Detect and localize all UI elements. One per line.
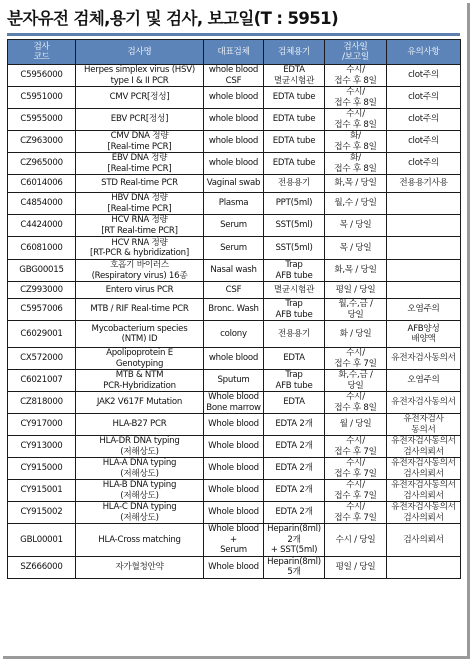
cell-schedule: 월 / 당일 <box>325 414 387 436</box>
cell-schedule: 화,목 / 당일 <box>325 260 387 282</box>
cell-schedule: 목 / 당일 <box>325 215 387 237</box>
cell-test-name: HLA-C DNA typing (저해상도) <box>76 502 204 524</box>
cell-note: 전용용기사용 <box>387 175 461 193</box>
cell-container: PPT(5ml) <box>264 193 325 215</box>
cell-container: 전용용기 <box>264 175 325 193</box>
cell-container: Trap AFB tube <box>264 260 325 282</box>
cell-test-code: C5951000 <box>8 87 76 109</box>
cell-schedule: 수시/ 접수 후 7일 <box>325 436 387 458</box>
cell-note <box>387 215 461 237</box>
cell-container: EDTA 2개 <box>264 480 325 502</box>
cell-schedule: 수시/ 접수 후 7일 <box>325 348 387 370</box>
cell-test-code: C5957006 <box>8 299 76 321</box>
table-row <box>8 321 461 348</box>
cell-specimen: Serum <box>204 237 264 260</box>
cell-note: 유전자검사 동의서 <box>387 414 461 436</box>
cell-test-code: CZ818000 <box>8 392 76 414</box>
cell-test-code: C6021007 <box>8 370 76 392</box>
table-row <box>8 153 461 175</box>
title-underline <box>7 33 460 36</box>
cell-test-code: CY915002 <box>8 502 76 524</box>
test-table <box>7 39 461 579</box>
cell-test-name: CMV PCR[정성] <box>76 87 204 109</box>
cell-test-code: CZ993000 <box>8 282 76 299</box>
header-col-container: 검체용기 <box>264 40 325 65</box>
cell-specimen: Whole blood <box>204 458 264 480</box>
table-row <box>8 436 461 458</box>
cell-test-code: C5955000 <box>8 109 76 131</box>
cell-container: EDTA <box>264 348 325 370</box>
cell-note: clot주의 <box>387 65 461 87</box>
cell-note <box>387 556 461 578</box>
cell-specimen: whole blood <box>204 131 264 153</box>
cell-container: 멸균시험관 <box>264 282 325 299</box>
cell-test-name: HLA-B DNA typing (저해상도) <box>76 480 204 502</box>
cell-test-code: CY917000 <box>8 414 76 436</box>
cell-container: EDTA <box>264 392 325 414</box>
cell-specimen: Plasma <box>204 193 264 215</box>
cell-container: EDTA 2개 <box>264 458 325 480</box>
cell-test-code: SZ666000 <box>8 556 76 578</box>
cell-test-code: C4854000 <box>8 193 76 215</box>
cell-test-name: HLA-A DNA typing (저해상도) <box>76 458 204 480</box>
table-row <box>8 348 461 370</box>
cell-note <box>387 237 461 260</box>
cell-note: 유전자검사동의서 검사의뢰서 <box>387 436 461 458</box>
cell-schedule: 평일 / 당일 <box>325 282 387 299</box>
cell-test-name: HLA-DR DNA typing (저해상도) <box>76 436 204 458</box>
cell-note: clot주의 <box>387 87 461 109</box>
cell-note: 유전자검사동의서 <box>387 392 461 414</box>
cell-specimen: Whole blood <box>204 502 264 524</box>
cell-container: EDTA 2개 <box>264 414 325 436</box>
cell-test-code: CY915001 <box>8 480 76 502</box>
cell-note: AFB양성 배양액 <box>387 321 461 348</box>
cell-specimen: Whole blood Bone marrow <box>204 392 264 414</box>
cell-container: SST(5ml) <box>264 237 325 260</box>
cell-specimen: whole blood CSF <box>204 65 264 87</box>
cell-schedule: 월,수,금 / 당일 <box>325 299 387 321</box>
cell-specimen: Whole blood <box>204 436 264 458</box>
table-row <box>8 414 461 436</box>
cell-note: 유전자검사동의서 검사의뢰서 <box>387 458 461 480</box>
table-row <box>8 131 461 153</box>
cell-note: 오염주의 <box>387 299 461 321</box>
cell-test-name: 자가혈청안약 <box>76 556 204 578</box>
cell-container: Heparin(8ml) 2개 + SST(5ml) <box>264 524 325 557</box>
cell-schedule: 평일 / 당일 <box>325 556 387 578</box>
cell-specimen: Nasal wash <box>204 260 264 282</box>
cell-schedule: 수시/ 접수 후 7일 <box>325 458 387 480</box>
cell-schedule: 화/ 접수 후 8일 <box>325 153 387 175</box>
cell-schedule: 목 / 당일 <box>325 237 387 260</box>
cell-container: EDTA 멸균시험관 <box>264 65 325 87</box>
cell-test-code: CY913000 <box>8 436 76 458</box>
cell-container: Heparin(8ml) 5개 <box>264 556 325 578</box>
cell-container: Trap AFB tube <box>264 370 325 392</box>
cell-specimen: whole blood <box>204 153 264 175</box>
cell-specimen: Sputum <box>204 370 264 392</box>
cell-note: 오염주의 <box>387 370 461 392</box>
cell-test-code: C6014006 <box>8 175 76 193</box>
cell-specimen: Whole blood <box>204 556 264 578</box>
cell-test-name: EBV PCR[정성] <box>76 109 204 131</box>
cell-test-name: STD Real-time PCR <box>76 175 204 193</box>
cell-test-code: CZ963000 <box>8 131 76 153</box>
cell-schedule: 수시/ 접수 후 7일 <box>325 480 387 502</box>
cell-container: Trap AFB tube <box>264 299 325 321</box>
cell-note <box>387 193 461 215</box>
cell-schedule: 수시/ 접수 후 8일 <box>325 392 387 414</box>
cell-test-code: CY915000 <box>8 458 76 480</box>
cell-note: clot주의 <box>387 109 461 131</box>
table-row <box>8 237 461 260</box>
cell-container: EDTA tube <box>264 153 325 175</box>
cell-test-name: HLA-B27 PCR <box>76 414 204 436</box>
cell-specimen: colony <box>204 321 264 348</box>
cell-note: clot주의 <box>387 153 461 175</box>
cell-schedule: 수시/ 접수 후 8일 <box>325 65 387 87</box>
cell-test-name: Herpes simplex virus (HSV) type I & II PCR <box>76 65 204 87</box>
cell-test-code: C4424000 <box>8 215 76 237</box>
cell-specimen: whole blood <box>204 109 264 131</box>
header-col-note: 유의사항 <box>387 40 461 65</box>
cell-test-name: EBV DNA 정량 [Real-time PCR] <box>76 153 204 175</box>
table-row <box>8 260 461 282</box>
cell-schedule: 화 / 당일 <box>325 321 387 348</box>
cell-test-name: HCV RNA 정량 [RT-PCR & hybridization] <box>76 237 204 260</box>
cell-test-name: MTB / RIF Real-time PCR <box>76 299 204 321</box>
table-row <box>8 524 461 557</box>
header-col-name: 검사명 <box>76 40 204 65</box>
cell-schedule: 수시/ 접수 후 8일 <box>325 109 387 131</box>
cell-test-code: CX572000 <box>8 348 76 370</box>
table-row <box>8 299 461 321</box>
cell-container: EDTA 2개 <box>264 502 325 524</box>
cell-test-name: HCV RNA 정량 [RT Real-time PCR] <box>76 215 204 237</box>
cell-test-name: MTB & NTM PCR-Hybridization <box>76 370 204 392</box>
table-row <box>8 458 461 480</box>
table-row <box>8 65 461 87</box>
cell-specimen: Whole blood <box>204 414 264 436</box>
cell-test-code: C5956000 <box>8 65 76 87</box>
cell-container: EDTA tube <box>264 87 325 109</box>
cell-specimen: Whole blood <box>204 480 264 502</box>
table-row <box>8 175 461 193</box>
cell-specimen: Serum <box>204 215 264 237</box>
cell-note <box>387 260 461 282</box>
cell-schedule: 수시/ 접수 후 7일 <box>325 502 387 524</box>
header-col-code: 검사 코드 <box>8 40 76 65</box>
cell-note: 유전자검사동의서 검사의뢰서 <box>387 480 461 502</box>
cell-test-name: HBV DNA 정량 [Real-time PCR] <box>76 193 204 215</box>
cell-test-code: C6081000 <box>8 237 76 260</box>
table-row <box>8 109 461 131</box>
cell-specimen: whole blood <box>204 87 264 109</box>
cell-test-name: CMV DNA 정량 [Real-time PCR] <box>76 131 204 153</box>
table-row <box>8 87 461 109</box>
cell-specimen: CSF <box>204 282 264 299</box>
table-row <box>8 480 461 502</box>
cell-test-code: GBL00001 <box>8 524 76 557</box>
table-body <box>8 65 461 579</box>
cell-container: 전용용기 <box>264 321 325 348</box>
cell-specimen: Vaginal swab <box>204 175 264 193</box>
cell-schedule: 월,수 / 당일 <box>325 193 387 215</box>
table-row <box>8 392 461 414</box>
cell-schedule: 수시/ 접수 후 8일 <box>325 87 387 109</box>
cell-note: 유전자검사동의서 <box>387 348 461 370</box>
cell-test-name: Apolipoprotein E Genotyping <box>76 348 204 370</box>
cell-schedule: 수시 / 당일 <box>325 524 387 557</box>
cell-note: clot주의 <box>387 131 461 153</box>
cell-schedule: 화/ 접수 후 8일 <box>325 131 387 153</box>
cell-test-name: Mycobacterium species (NTM) ID <box>76 321 204 348</box>
cell-test-name: 호흡기 바이러스 (Respiratory virus) 16종 <box>76 260 204 282</box>
page-title: 분자유전 검체,용기 및 검사, 보고일(T : 5951) <box>7 9 339 28</box>
table-row <box>8 502 461 524</box>
cell-container: EDTA tube <box>264 131 325 153</box>
table-row <box>8 556 461 578</box>
header-col-schedule: 검사일 /보고일 <box>325 40 387 65</box>
cell-note <box>387 282 461 299</box>
cell-container: EDTA 2개 <box>264 436 325 458</box>
cell-test-name: JAK2 V617F Mutation <box>76 392 204 414</box>
table-row <box>8 370 461 392</box>
cell-schedule: 화,수,금 / 당일 <box>325 370 387 392</box>
table-header-row <box>8 40 461 65</box>
cell-note: 검사의뢰서 <box>387 524 461 557</box>
cell-test-name: Entero virus PCR <box>76 282 204 299</box>
cell-specimen: whole blood <box>204 348 264 370</box>
cell-specimen: Bronc. Wash <box>204 299 264 321</box>
cell-schedule: 화,목 / 당일 <box>325 175 387 193</box>
cell-test-name: HLA-Cross matching <box>76 524 204 557</box>
cell-test-code: CZ965000 <box>8 153 76 175</box>
cell-container: EDTA tube <box>264 109 325 131</box>
header-col-specimen: 대표검체 <box>204 40 264 65</box>
cell-test-code: GBG00015 <box>8 260 76 282</box>
cell-specimen: Whole blood + Serum <box>204 524 264 557</box>
table-row <box>8 215 461 237</box>
table-row <box>8 193 461 215</box>
cell-note: 유전자검사동의서 검사의뢰서 <box>387 502 461 524</box>
table-row <box>8 282 461 299</box>
cell-test-code: C6029001 <box>8 321 76 348</box>
cell-container: SST(5ml) <box>264 215 325 237</box>
